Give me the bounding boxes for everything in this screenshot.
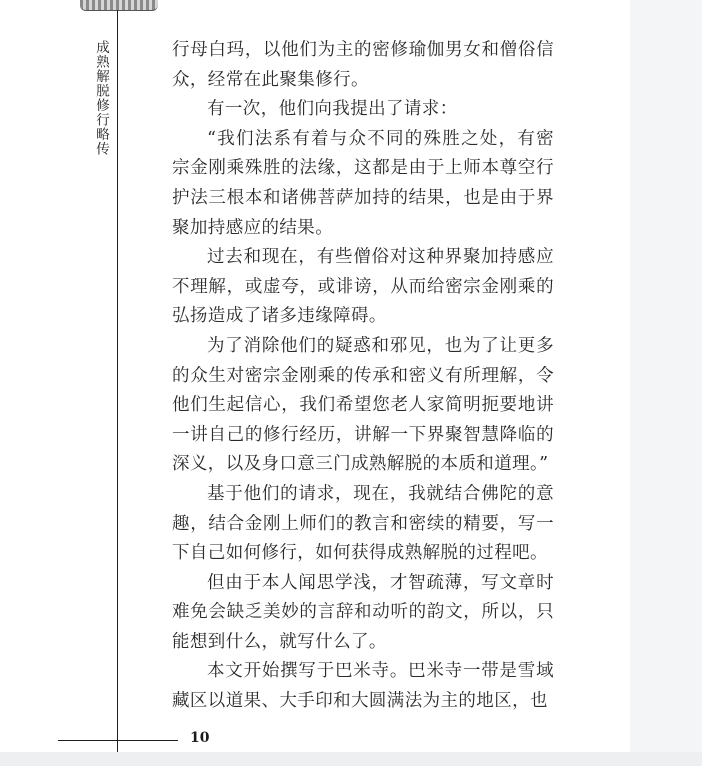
- page-number: 10: [190, 730, 210, 746]
- header-ornament: [80, 0, 158, 11]
- viewer-background-right: [630, 0, 702, 766]
- folio-rule: [58, 740, 178, 741]
- paragraph-5: 为了消除他们的疑惑和邪见，也为了让更多的众生对密宗金刚乘的传承和密义有所理解，令他们生起信心，我们希望您老人家简明扼要地讲一讲自己的修行经历，讲解一下界聚智慧降临的深义，以及身口意三门成熟解脱的本质和道理。”: [172, 335, 554, 475]
- paragraph-2: 有一次，他们向我提出了请求：: [207, 99, 458, 120]
- viewer-background-bottom: [0, 752, 702, 766]
- paragraph-4: 过去和现在，有些僧俗对这种界聚加持感应不理解，或虚夸，或诽谤，从而给密宗金刚乘的弘扬造成了诸多违缘障碍。: [172, 247, 554, 327]
- paragraph-3: “我们法系有着与众不同的殊胜之处，有密宗金刚乘殊胜的法缘，这都是由于上师本尊空行护法三根本和诸佛菩萨加持的结果，也是由于界聚加持感应的结果。: [172, 128, 554, 238]
- paragraph-8: 本文开始撰写于巴米寺。巴米寺一带是雪域藏区以道果、大手印和大圆满法为主的地区，也: [172, 661, 554, 712]
- paragraph-1: 行母白玛，以他们为主的密修瑜伽男女和僧俗信众，经常在此聚集修行。: [172, 40, 554, 90]
- body-text: [172, 36, 554, 717]
- paragraph-6: 基于他们的请求，现在，我就结合佛陀的意趣，结合金刚上师们的教言和密续的精要，写一下自己如何修行，如何获得成熟解脱的过程吧。: [172, 483, 554, 564]
- margin-rule: [117, 10, 118, 752]
- running-head-book-title: 成熟解脱修行略传: [93, 40, 109, 156]
- paragraph-7: 但由于本人闻思学浅，才智疏薄，写文章时难免会缺乏美妙的言辞和动听的韵文，所以，只能想到什么，就写什么了。: [172, 572, 554, 652]
